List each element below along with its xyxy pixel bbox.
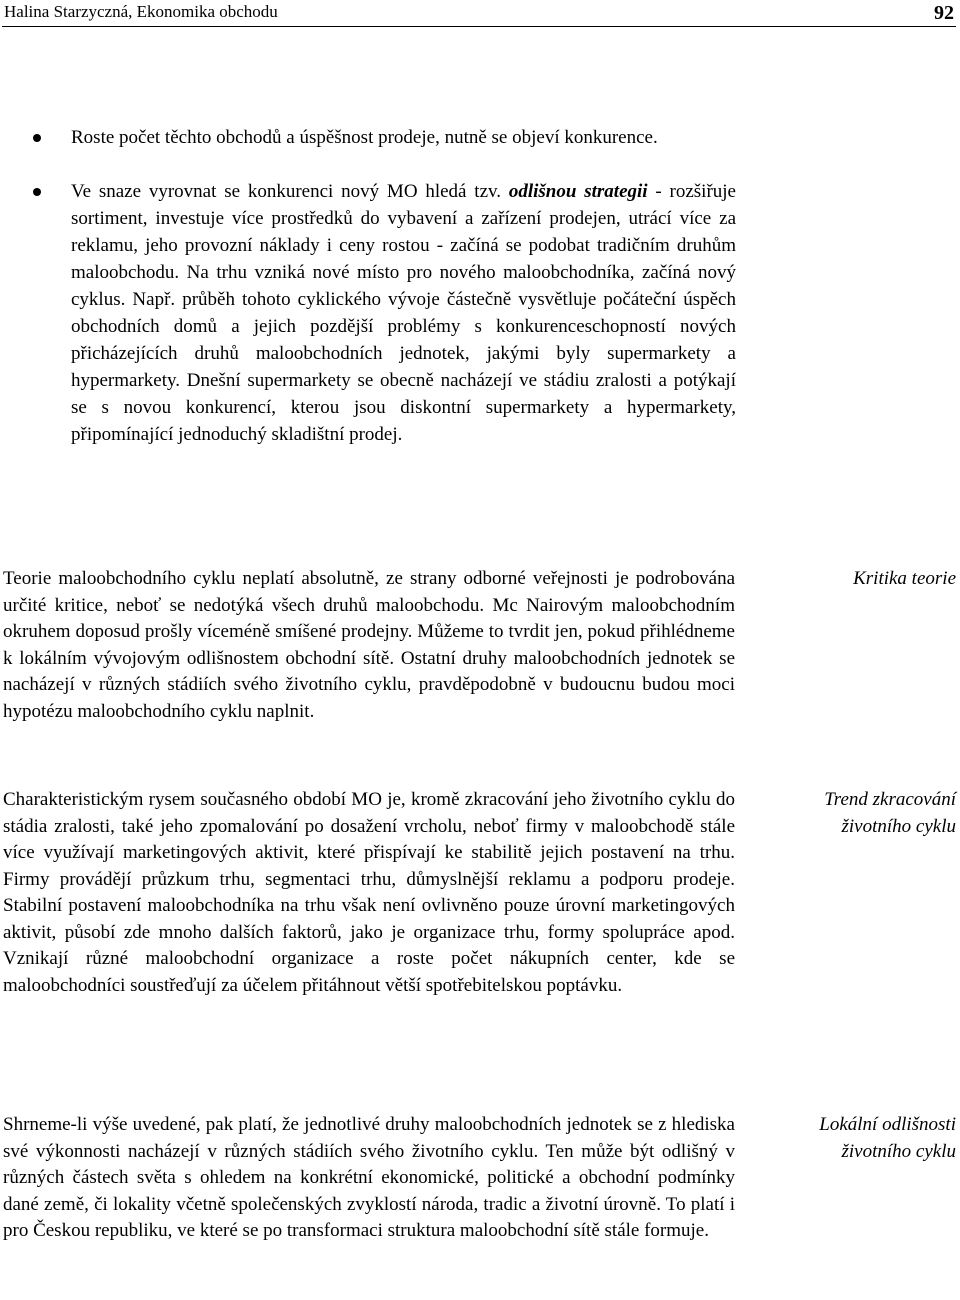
bullet-text: Roste počet těchto obchodů a úspěšnost prodeje, nutně se objeví konkurence. [71,127,658,148]
paragraph-local: Shrneme-li výše uvedené, pak platí, že jednotlivé druhy maloobchodních jednotek se z hlediska své výkonnosti nacházejí v různých stádiích svého životního cyklu. Ten může být odlišný v různých částech světa s ohledem na konkrétní ekonomické, politické a obchodní podmínky dané země, či lokality včetně společenských zvyklostí národa, tradic a životní úrovně. To platí i pro Českou republiku, ve které se po transformaci struktura maloobchodní sítě stále formuje. [3,1114,735,1241]
margin-note-criticism: Kritika teorie [853,568,956,589]
header-author: Halina Starzyczná, Ekonomika obchodu [4,2,278,21]
bullet-list [30,124,736,448]
page-header [2,0,956,27]
bullet-emphasis: odlišnou strategii [508,181,648,202]
bullet-dot-icon [33,134,41,142]
bullet-item [30,124,736,151]
bullet-text-lead: Ve snaze vyrovnat se konkurenci nový MO hledá tzv. [71,181,509,202]
paragraph-trend: Charakteristickým rysem současného období MO je, kromě zkracování jeho životního cyklu do stádia zralosti, také jeho zpomalování po dosažení vrcholu, neboť firmy v maloobchodě stále více využívají marketingových aktivit, které přispívají ke stabilitě jejich postavení na trhu. Firmy provádějí průzkum trhu, segmentaci trhu, důmyslnější reklamu a podporu prodeje. Stabilní postavení maloobchodníka na trhu však není ovlivněno pouze úrovní marketingových aktivit, působí zde mnoho dalších faktorů, jako je organizace trhu, formy spolupráce apod. Vznikají různé maloobchodní organizace a roste počet nákupních center, kde se maloobchodníci soustřeďují za účelem přitáhnout větší spotřebitelskou poptávku. [3,789,735,996]
bullet-item [30,178,736,448]
bullet-dot-icon [33,188,41,196]
paragraph-criticism: Teorie maloobchodního cyklu neplatí absolutně, ze strany odborné veřejnosti je podrobována určité kritice, neboť se nedotýká všech druhů maloobchodu. Mc Nairovým maloobchodním okruhem doposud prošly víceméně smíšené prodejny. Můžeme to tvrdit jen, pokud přihlédneme k lokálním vývojovým odlišnostem obchodní sítě. Ostatní druhy maloobchodních jednotek se nacházejí v různých stádiích svého životního cyklu, pravděpodobně v budoucnu budou moci hypotézu maloobchodního cyklu naplnit. [3,568,735,722]
bullet-text-rest: - rozšiřuje sortiment, investuje více prostředků do vybavení a zařízení prodejen, utrácí více za reklamu, jeho provozní náklady i ceny rostou - začíná se podobat tradičním druhům maloobchodu. Na trhu vzniká nové místo pro nového maloobchodníka, začíná nový cyklus. Např. průběh tohoto cyklického vývoje částečně vysvětluje počáteční úspěch obchodních domů a jejich pozdější problémy s konkurenceschopností nových přicházejících druhů maloobchodních jednotek, jakými byly supermarkety a hypermarkety. Dnešní supermarkety se obecně nacházejí ve stádiu zralosti a potýkají se s novou konkurencí, kterou jsou diskontní supermarkety a hypermarkety, připomínající jednoduchý skladištní prodej. [71,181,736,445]
margin-note-local: Lokální odlišnosti životního cyklu [819,1114,956,1162]
page-number: 92 [934,2,954,24]
margin-note-trend: Trend zkracování životního cyklu [824,789,956,837]
